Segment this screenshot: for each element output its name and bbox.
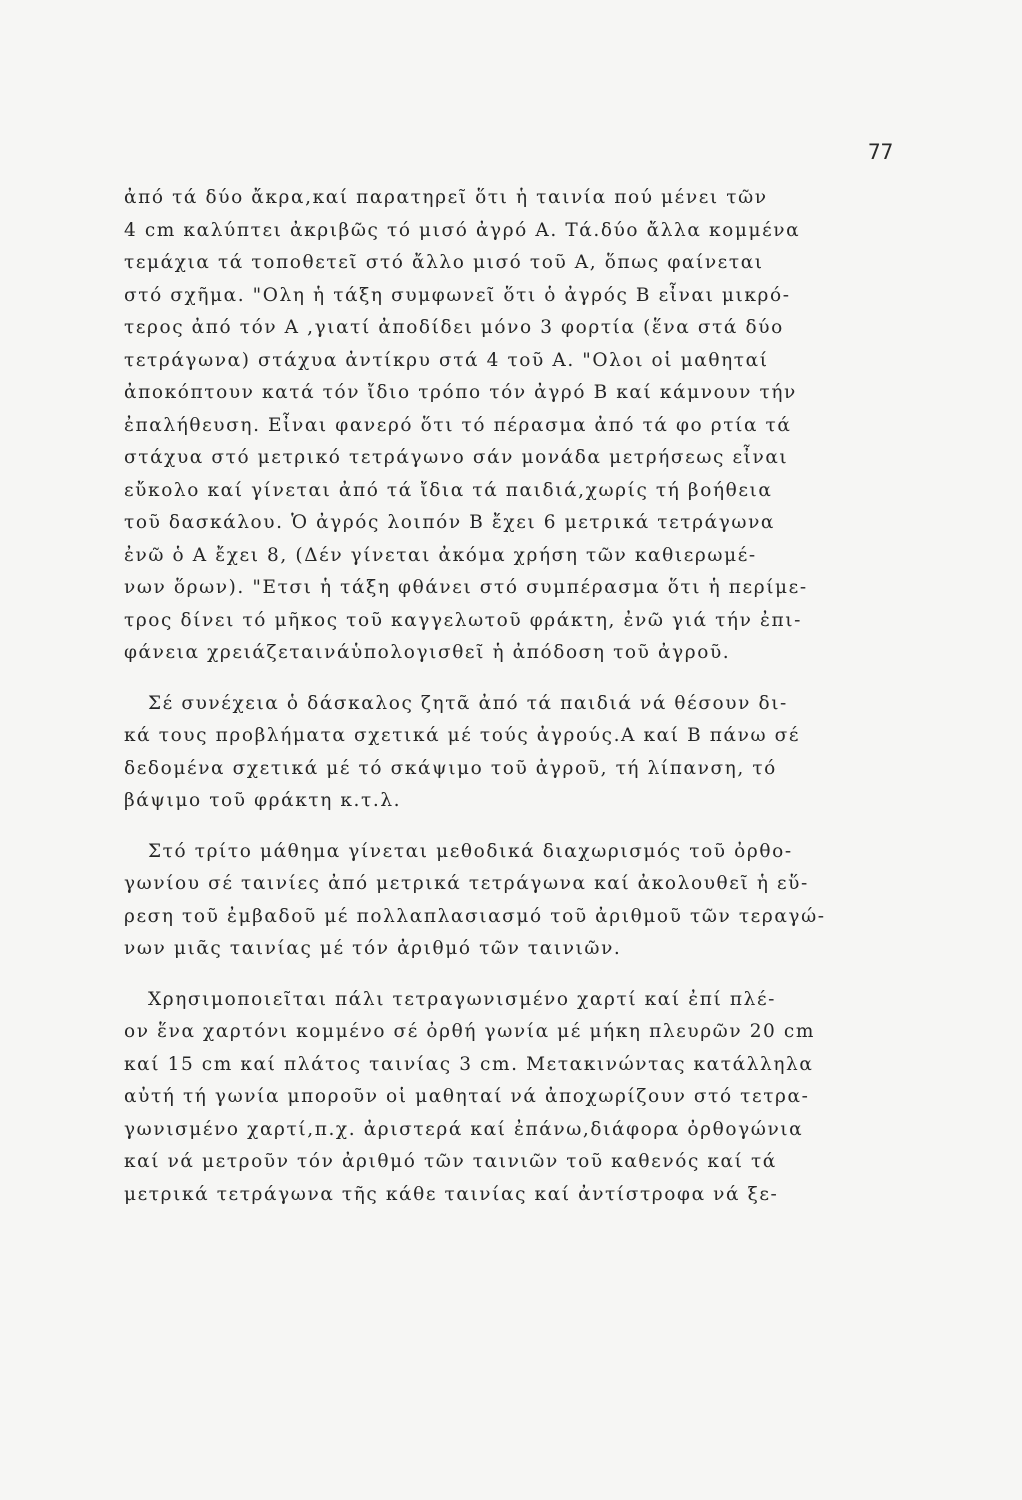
text-line: τεμάχια τά τοποθετεῖ στό ἄλλο μισό τοῦ Α, ὅπως φαίνεται [124,252,764,273]
text-line: τερος ἀπό τόν Α ,γιατί ἀποδίδει μόνο 3 φορτία (ἕνα στά δύο [124,317,784,338]
text-line: δεδομένα σχετικά μέ τό σκάψιμο τοῦ ἀγροῦ, τή λίπανση, τό [124,757,777,779]
page-number: 77 [868,140,894,164]
text-line: τοῦ δασκάλου. Ὁ ἀγρός λοιπόν Β ἔχει 6 μετρικά τετράγωνα [124,512,776,533]
text-line: κά τους προβλήματα σχετικά μέ τούς ἀγρούς.Α καί Β πάνω σέ [124,725,801,746]
text-line: γωνισμένο χαρτί,π.χ. ἀριστερά καί ἐπάνω,διάφορα ὀρθογώνια [124,1118,804,1140]
paragraph-1 [124,182,904,670]
text-line: βάψιμο τοῦ φράκτη κ.τ.λ. [124,790,402,811]
text-line: νων μιᾶς ταινίας μέ τόν ἀριθμό τῶν ταινιῶν. [124,938,622,959]
text-line: Χρησιμοποιεῖται πάλι τετραγωνισμένο χαρτί καί ἐπί πλέ- [148,988,776,1010]
text-line: στάχυα στό μετρικό τετράγωνο σάν μονάδα μετρήσεως εἶναι [124,447,789,468]
text-line: Σέ συνέχεια ὁ δάσκαλος ζητᾶ ἀπό τά παιδιά νά θέσουν δι- [148,692,788,714]
paragraph-3 [124,836,904,966]
text-line: φάνεια χρειάζεταινάὑπολογισθεῖ ἡ ἀπόδοση τοῦ ἀγροῦ. [124,642,731,663]
text-line: ρεση τοῦ ἐμβαδοῦ μέ πολλαπλασιασμό τοῦ ἀριθμοῦ τῶν τεραγώ- [124,905,826,927]
text-line: εὔκολο καί γίνεται ἀπό τά ἴδια τά παιδιά,χωρίς τή βοήθεια [124,479,773,501]
text-line: καί νά μετροῦν τόν ἀριθμό τῶν ταινιῶν τοῦ καθενός καί τά [124,1151,777,1172]
paragraph-2 [124,688,904,818]
text-line: ἐνῶ ὁ Α ἔχει 8, (Δέν γίνεται ἀκόμα χρήση τῶν καθιερωμέ- [124,544,757,566]
text-line: 4 cm καλύπτει ἀκριβῶς τό μισό ἀγρό Α. Τά.δύο ἄλλα κομμένα [124,219,801,241]
text-line: αὐτή τή γωνία μποροῦν οἱ μαθηταί νά ἀποχωρίζουν στό τετρα- [124,1086,810,1107]
text-line: γωνίου σέ ταινίες ἀπό μετρικά τετράγωνα καί ἀκολουθεῖ ἡ εὕ- [124,873,809,894]
paragraph-4 [124,984,904,1212]
text-line: ἀποκόπτουν κατά τόν ἴδιο τρόπο τόν ἀγρό Β καί κάμνουν τήν [124,382,797,403]
text-line: τετράγωνα) στάχυα ἀντίκρυ στά 4 τοῦ Α. "Ολοι οἱ μαθηταί [124,349,769,371]
text-line: Στό τρίτο μάθημα γίνεται μεθοδικά διαχωρισμός τοῦ ὀρθο- [148,840,793,862]
text-line: ον ἕνα χαρτόνι κομμένο σέ ὀρθή γωνία μέ μήκη πλευρῶν 20 cm [124,1021,816,1042]
text-line: ἐπαλήθευση. Εἶναι φανερό ὅτι τό πέρασμα ἀπό τά φο ρτία τά [124,414,792,436]
text-line: νων ὅρων). "Ετσι ἡ τάξη φθάνει στό συμπέρασμα ὅτι ἡ περίμε- [124,577,808,598]
text-line: στό σχῆμα. "Ολη ἡ τάξη συμφωνεῖ ὅτι ὁ ἀγρός Β εἶναι μικρό- [124,284,791,306]
text-line: τρος δίνει τό μῆκος τοῦ καγγελωτοῦ φράκτη, ἐνῶ γιά τήν ἐπι- [124,609,802,631]
text-line: ἀπό τά δύο ἄκρα,καί παρατηρεῖ ὅτι ἡ ταινία πού μένει τῶν [124,187,768,208]
text-line: καί 15 cm καί πλάτος ταινίας 3 cm. Μετακινώντας κατάλληλα [124,1053,814,1075]
text-line: μετρικά τετράγωνα τῆς κάθε ταινίας καί ἀντίστροφα νά ξε- [124,1183,779,1205]
body-text [124,182,904,1211]
